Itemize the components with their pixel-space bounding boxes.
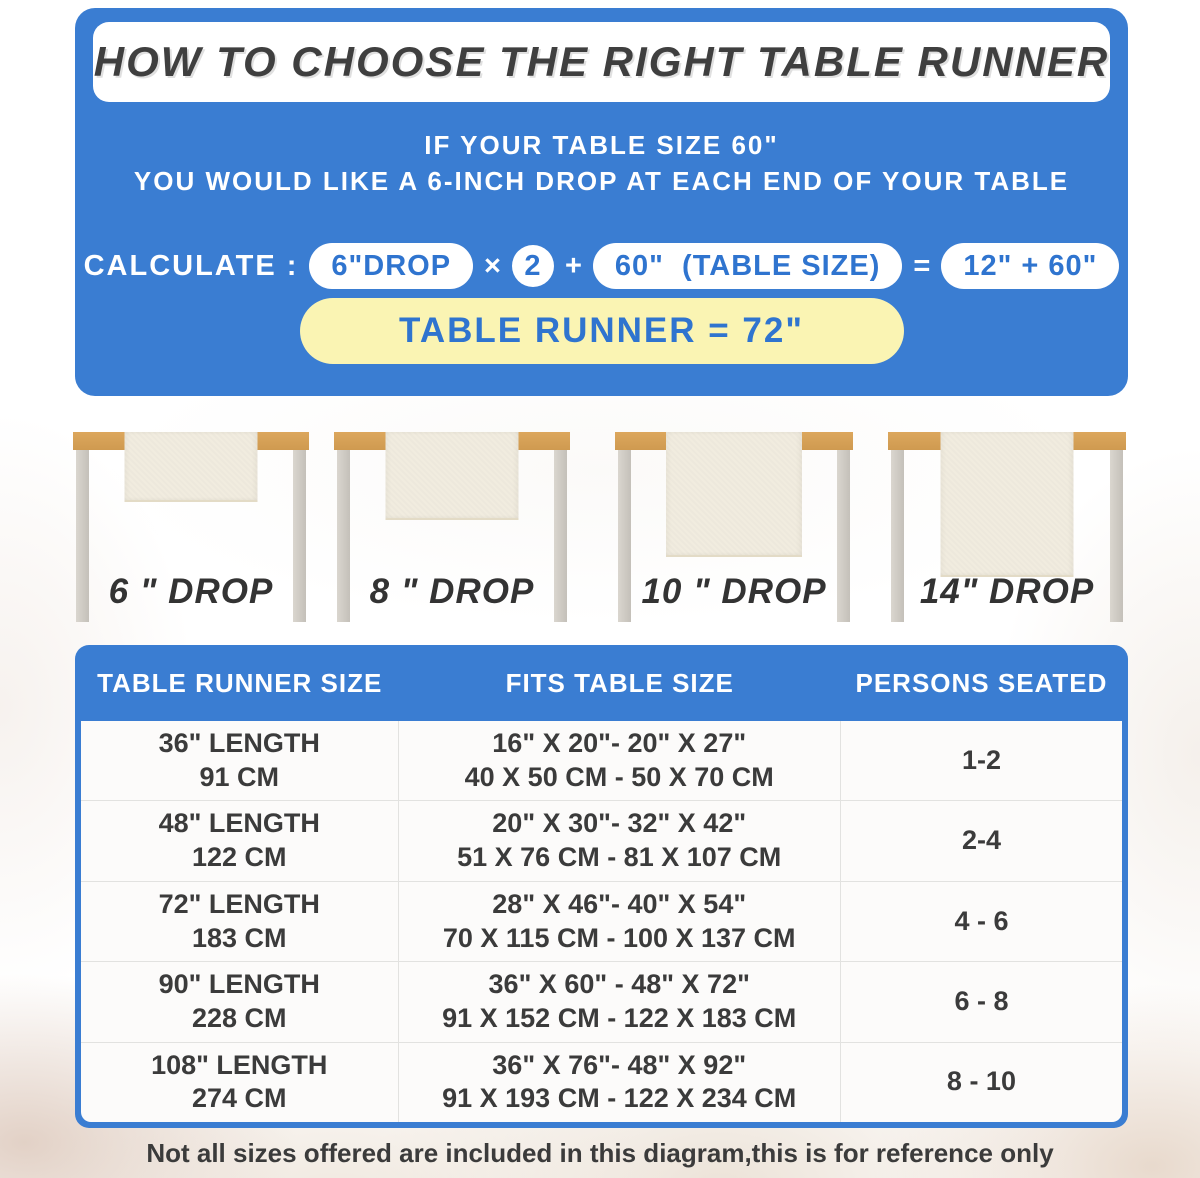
cell-line: 51 X 76 CM - 81 X 107 CM bbox=[457, 842, 782, 873]
subtitle-line2: YOU WOULD LIKE A 6-INCH DROP AT EACH END OF YOUR TABLE bbox=[133, 166, 1070, 196]
cell-line: 108" LENGTH bbox=[151, 1049, 328, 1080]
cell-line: 1-2 bbox=[961, 744, 1001, 775]
fits-table-size-cell bbox=[399, 962, 841, 1041]
table-runner-cloth bbox=[386, 432, 519, 520]
drop-label-10-inch: 10 " DROP bbox=[641, 572, 827, 611]
fits-table-size-cell bbox=[399, 1043, 841, 1122]
table-runner-cloth bbox=[125, 432, 258, 502]
persons-seated-cell bbox=[841, 801, 1122, 880]
cell-line: 48" LENGTH bbox=[158, 808, 320, 839]
cell-line: 91 X 193 CM - 122 X 234 CM bbox=[442, 1083, 797, 1114]
fits-table-size-cell bbox=[399, 721, 841, 800]
cell-line: 6 - 8 bbox=[954, 986, 1009, 1017]
table-row bbox=[81, 961, 1122, 1041]
table-runner-cloth bbox=[666, 432, 802, 557]
sum-pill: 12" + 60" bbox=[941, 243, 1119, 289]
cell-line: 4 - 6 bbox=[954, 905, 1009, 936]
plus-sign: + bbox=[564, 249, 582, 282]
cell-line: 72" LENGTH bbox=[158, 888, 320, 919]
runner-size-cell bbox=[81, 801, 399, 880]
persons-seated-cell bbox=[841, 1043, 1122, 1122]
size-chart bbox=[75, 645, 1128, 1128]
cell-line: 28" X 46"- 40" X 54" bbox=[492, 888, 747, 919]
table-row bbox=[81, 881, 1122, 961]
table-illustration-6-inch bbox=[73, 432, 309, 632]
cell-line: 70 X 115 CM - 100 X 137 CM bbox=[442, 922, 796, 953]
cell-line: 228 CM bbox=[191, 1002, 287, 1033]
cell-line: 183 CM bbox=[191, 922, 287, 953]
runner-size-cell bbox=[81, 962, 399, 1041]
table-illustration-8-inch bbox=[334, 432, 570, 632]
persons-seated-cell bbox=[841, 882, 1122, 961]
header-panel bbox=[75, 8, 1128, 396]
table-row bbox=[81, 721, 1122, 800]
table-size-pill: 60" (TABLE SIZE) bbox=[593, 243, 902, 289]
cell-line: 20" X 30"- 32" X 42" bbox=[492, 808, 747, 839]
footer-note: Not all sizes offered are included in this diagram,this is for reference only bbox=[146, 1138, 1054, 1168]
runner-size-cell bbox=[81, 882, 399, 961]
page-title: HOW TO CHOOSE THE RIGHT TABLE RUNNER bbox=[93, 38, 1110, 85]
persons-seated-cell bbox=[841, 962, 1122, 1041]
table-illustration-10-inch bbox=[615, 432, 853, 632]
runner-size-cell bbox=[81, 1043, 399, 1122]
column-header-persons-seated: PERSONS SEATED bbox=[855, 667, 1108, 698]
table-row bbox=[81, 1042, 1122, 1122]
calculate-label: CALCULATE : bbox=[83, 249, 299, 282]
cell-line: 8 - 10 bbox=[946, 1066, 1016, 1097]
table-row bbox=[81, 800, 1122, 880]
size-chart-header bbox=[75, 645, 1128, 721]
fits-table-size-cell bbox=[399, 882, 841, 961]
cell-line: 2-4 bbox=[961, 825, 1001, 856]
persons-seated-cell bbox=[841, 721, 1122, 800]
drop-pill: 6"DROP bbox=[309, 243, 473, 289]
subtitle-line1: IF YOUR TABLE SIZE 60" bbox=[424, 130, 779, 160]
fits-table-size-cell bbox=[399, 801, 841, 880]
drop-label-8-inch: 8 " DROP bbox=[369, 572, 535, 611]
drop-label-14-inch: 14" DROP bbox=[919, 572, 1095, 611]
equals-sign: = bbox=[913, 249, 931, 282]
cell-line: 40 X 50 CM - 50 X 70 CM bbox=[464, 761, 774, 792]
size-chart-body bbox=[81, 721, 1122, 1122]
cell-line: 36" X 76"- 48" X 92" bbox=[492, 1049, 747, 1080]
cell-line: 274 CM bbox=[191, 1083, 287, 1114]
multiply-sign: × bbox=[484, 249, 501, 282]
cell-line: 36" X 60" - 48" X 72" bbox=[488, 969, 750, 1000]
table-illustration-14-inch bbox=[888, 432, 1126, 632]
cell-line: 91 CM bbox=[199, 761, 280, 792]
result-text: TABLE RUNNER = 72" bbox=[399, 311, 804, 350]
runner-size-cell bbox=[81, 721, 399, 800]
column-header-runner-size: TABLE RUNNER SIZE bbox=[97, 667, 383, 698]
title-banner bbox=[93, 22, 1110, 102]
calculation-row bbox=[75, 242, 1128, 290]
cell-line: 91 X 152 CM - 122 X 183 CM bbox=[442, 1002, 797, 1033]
cell-line: 90" LENGTH bbox=[158, 969, 320, 1000]
table-runner-cloth bbox=[941, 432, 1074, 577]
cell-line: 36" LENGTH bbox=[158, 727, 320, 758]
cell-line: 16" X 20"- 20" X 27" bbox=[492, 727, 747, 758]
multiplier-pill: 2 bbox=[512, 245, 554, 287]
column-header-fits-table-size: FITS TABLE SIZE bbox=[505, 667, 734, 698]
drop-label-6-inch: 6 " DROP bbox=[108, 572, 274, 611]
result-pill bbox=[300, 298, 904, 364]
cell-line: 122 CM bbox=[191, 842, 287, 873]
